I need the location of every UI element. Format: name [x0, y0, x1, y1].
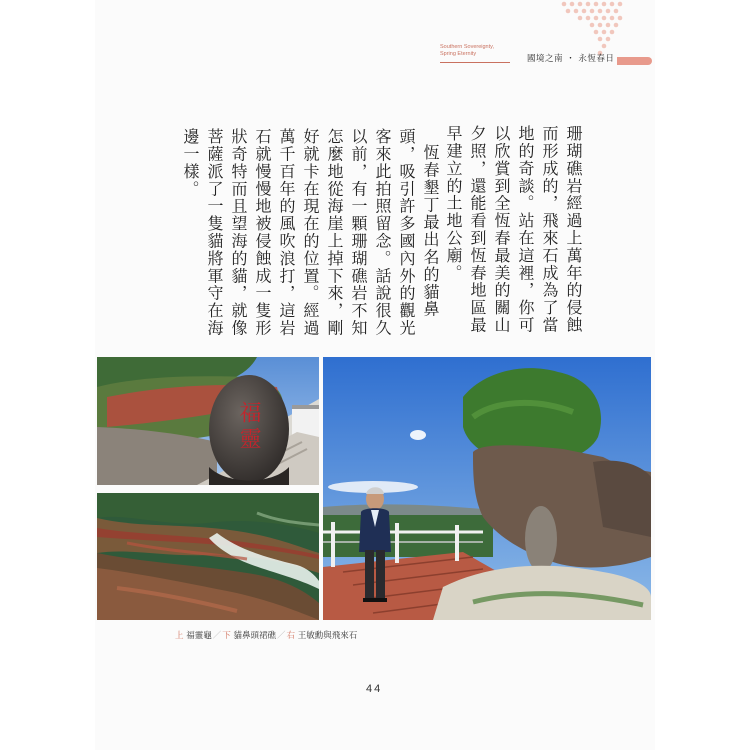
photo-wang-min-hsun-flying-stone	[323, 357, 651, 620]
header-en-line2: Spring Eternity	[440, 51, 477, 57]
paragraph-2	[181, 128, 442, 338]
flying-stone-illustration	[323, 357, 651, 620]
paragraph-2-text: 恆春墾丁最出名的貓鼻頭，吸引許多國內外的觀光客來此拍照留念。話說很久以前，有一顆珊瑚礁岩不知怎麼地從海崖上掉下來，剛好就卡在現在的位置。經過萬千百年的風吹浪打，這岩石就慢慢地被侵蝕成一隻形狀奇特而且望海的貓，就像菩薩派了一隻貓將軍守在海邊一樣。	[181, 128, 440, 337]
caption-divider: ／	[276, 631, 286, 641]
header-accent-tab	[617, 57, 652, 65]
caption-text-bottom: 貓鼻頭裙礁	[233, 631, 276, 641]
caption-text-right: 王敏勳與飛來石	[297, 631, 358, 641]
reef-aerial-illustration	[97, 493, 319, 620]
photo-fuling-turtle	[97, 357, 319, 485]
caption-text-top: 福靈龜	[186, 631, 212, 641]
fuling-turtle-illustration	[97, 357, 319, 485]
caption-divider: ／	[212, 631, 222, 641]
caption-tag-top: 上	[175, 631, 184, 641]
paragraph-1: 珊瑚礁岩經過上萬年的侵蝕而形成的，飛來石成為了當地的奇談。站在這裡，你可以欣賞到全恆春最美的關山夕照，還能看到恆春地區最早建立的土地公廟。	[444, 125, 583, 334]
header-rule	[440, 62, 510, 63]
header-english-title	[440, 44, 516, 58]
caption-tag-right: 右	[286, 631, 296, 641]
header-chinese-title: 國境之南 ・ 永恆春日	[527, 54, 615, 64]
stone-inscription: 福靈	[236, 401, 261, 453]
caption-tag-bottom: 下	[222, 631, 231, 641]
header-en-line1: Southern Sovereignty,	[440, 44, 495, 50]
photo-cat-nose-reef	[97, 493, 319, 620]
decorative-dot-pattern	[560, 0, 628, 60]
page-number: 44	[366, 683, 383, 695]
photo-caption	[175, 629, 357, 641]
